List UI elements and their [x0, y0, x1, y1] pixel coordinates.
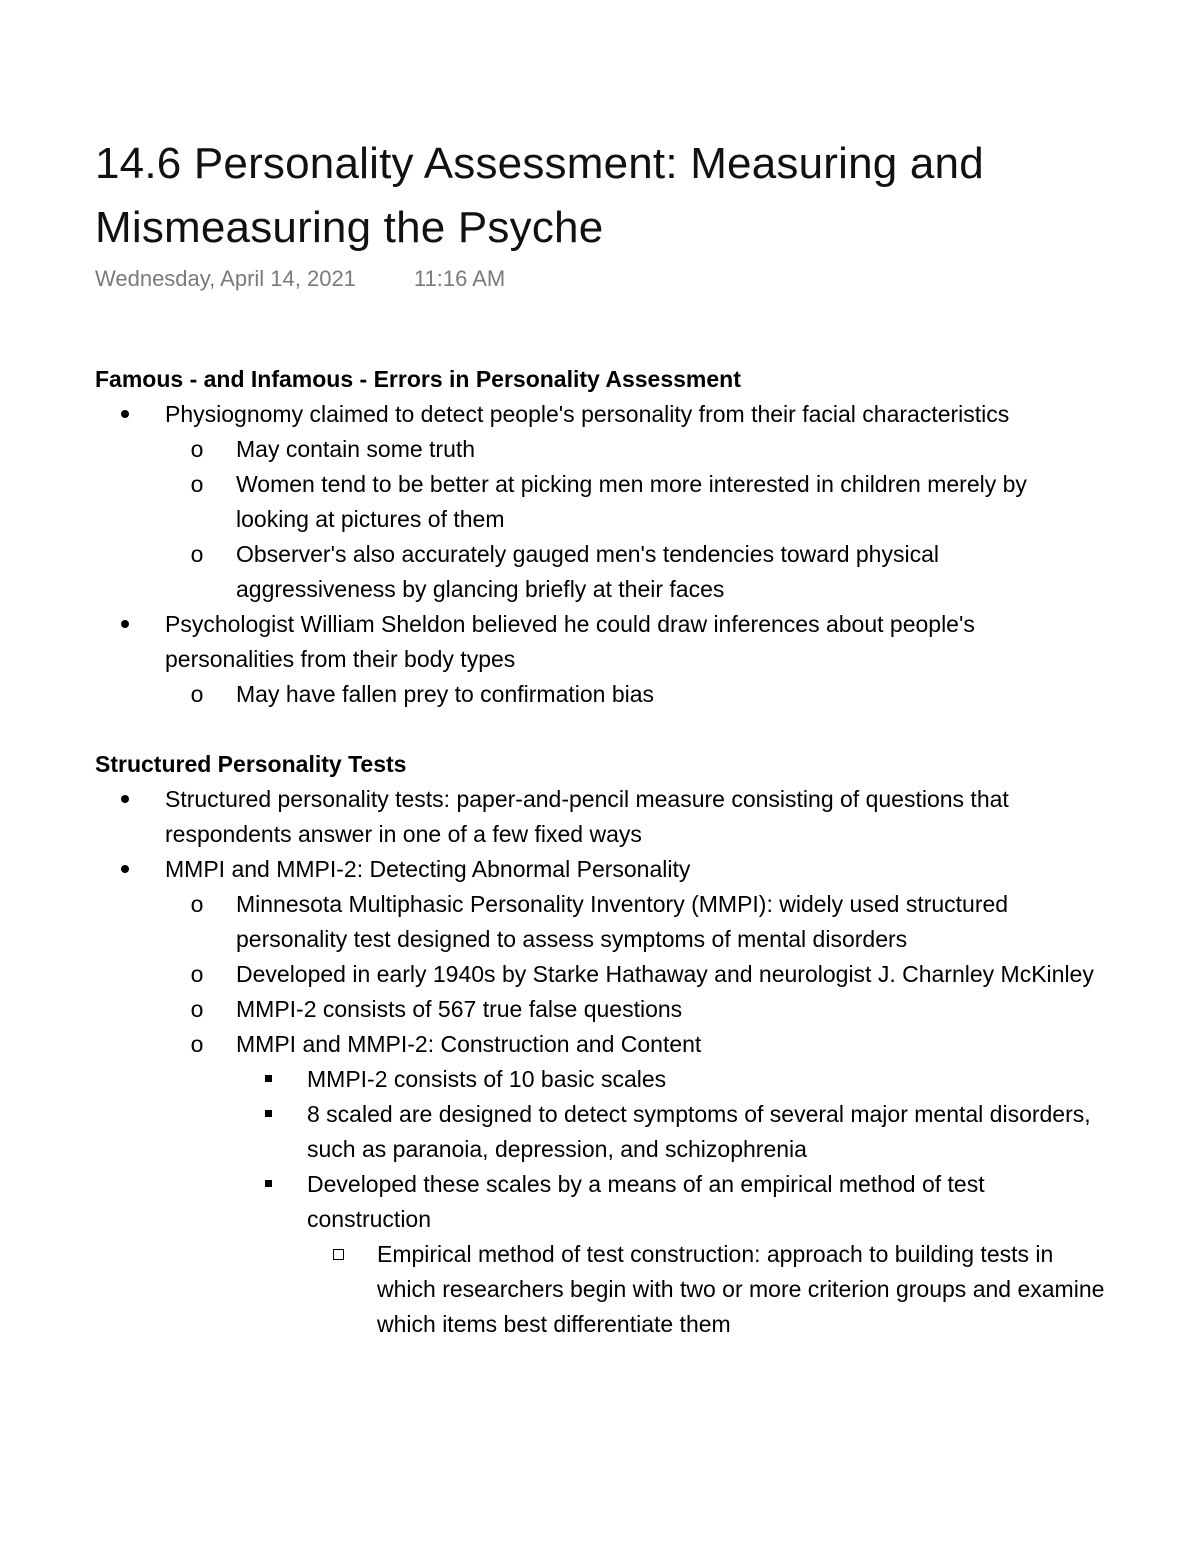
bullet-square-icon: [258, 1062, 278, 1097]
list-item-text: MMPI and MMPI-2: Construction and Content: [236, 1031, 702, 1057]
bullet-circle-icon: o: [190, 436, 204, 462]
list-item: [95, 397, 1105, 432]
list-item-text: Physiognomy claimed to detect people's personality from their facial characteristics: [165, 401, 1010, 427]
note-time: 11:16 AM: [413, 266, 506, 291]
list-item-text: Observer's also accurately gauged men's tendencies toward physical aggressiveness by glancing briefly at their faces: [236, 541, 939, 602]
list-item: [95, 432, 1105, 467]
list-item: [95, 1097, 1105, 1167]
list-item: [95, 992, 1105, 1027]
list-item: [95, 677, 1105, 712]
bullet-dot-icon: [115, 397, 135, 432]
bullet-circle-icon: o: [190, 681, 204, 707]
list-item: [95, 782, 1105, 852]
note-date: Wednesday, April 14, 2021: [95, 266, 356, 291]
list-item: [95, 852, 1105, 887]
list-item-text: Developed these scales by a means of an empirical method of test construction: [307, 1171, 985, 1232]
bullet-circle-icon: o: [190, 891, 204, 917]
list-item-text: Empirical method of test construction: approach to building tests in which researchers begin with two or more criterion groups and examine which items best differentiate them: [377, 1241, 1105, 1337]
list-item-text: Psychologist William Sheldon believed he could draw inferences about people's personalities from their body types: [165, 611, 975, 672]
section-heading-errors: Famous - and Infamous - Errors in Personality Assessment: [95, 366, 741, 392]
list-item: [95, 1027, 1105, 1062]
bullet-hollow-square-icon: [328, 1237, 348, 1272]
list-item: [95, 537, 1105, 607]
list-item: [95, 1062, 1105, 1097]
list-item-text: May contain some truth: [236, 436, 476, 462]
list-item: [95, 887, 1105, 957]
section-spacer: [95, 712, 1105, 747]
list-item-text: 8 scaled are designed to detect symptoms of several major mental disorders, such as paranoia, depression, and schizophrenia: [307, 1101, 1091, 1162]
list-item: [95, 1237, 1105, 1342]
bullet-circle-icon: o: [190, 541, 204, 567]
list-item-text: Developed in early 1940s by Starke Hathaway and neurologist J. Charnley McKinley: [236, 961, 1094, 987]
list-item-text: MMPI and MMPI-2: Detecting Abnormal Personality: [165, 856, 691, 882]
list-item: [95, 607, 1105, 677]
list-item-text: Women tend to be better at picking men more interested in children merely by looking at pictures of them: [236, 471, 1027, 532]
list-item-text: MMPI-2 consists of 567 true false questions: [236, 996, 683, 1022]
bullet-circle-icon: o: [190, 471, 204, 497]
page-title: 14.6 Personality Assessment: Measuring and Mismeasuring the Psyche: [95, 139, 984, 252]
bullet-square-icon: [258, 1167, 278, 1202]
bullet-dot-icon: [115, 782, 135, 817]
bullet-square-icon: [258, 1097, 278, 1132]
note-content: [95, 362, 1105, 1440]
list-item-text: Minnesota Multiphasic Personality Inventory (MMPI): widely used structured personality test designed to assess symptoms of mental disorders: [236, 891, 1009, 952]
bullet-dot-icon: [115, 852, 135, 887]
bullet-dot-icon: [115, 607, 135, 642]
note-metadata: [95, 264, 505, 294]
bullet-circle-icon: o: [190, 996, 204, 1022]
section-heading-structured-tests: Structured Personality Tests: [95, 751, 407, 777]
list-item: [95, 957, 1105, 992]
list-item-text: MMPI-2 consists of 10 basic scales: [307, 1066, 667, 1092]
list-item-text: May have fallen prey to confirmation bias: [236, 681, 655, 707]
list-item-text: Structured personality tests: paper-and-pencil measure consisting of questions that respondents answer in one of a few fixed ways: [165, 786, 1009, 847]
bullet-circle-icon: o: [190, 1031, 204, 1057]
list-item: [95, 467, 1105, 537]
list-item: [95, 1167, 1105, 1237]
bullet-circle-icon: o: [190, 961, 204, 987]
